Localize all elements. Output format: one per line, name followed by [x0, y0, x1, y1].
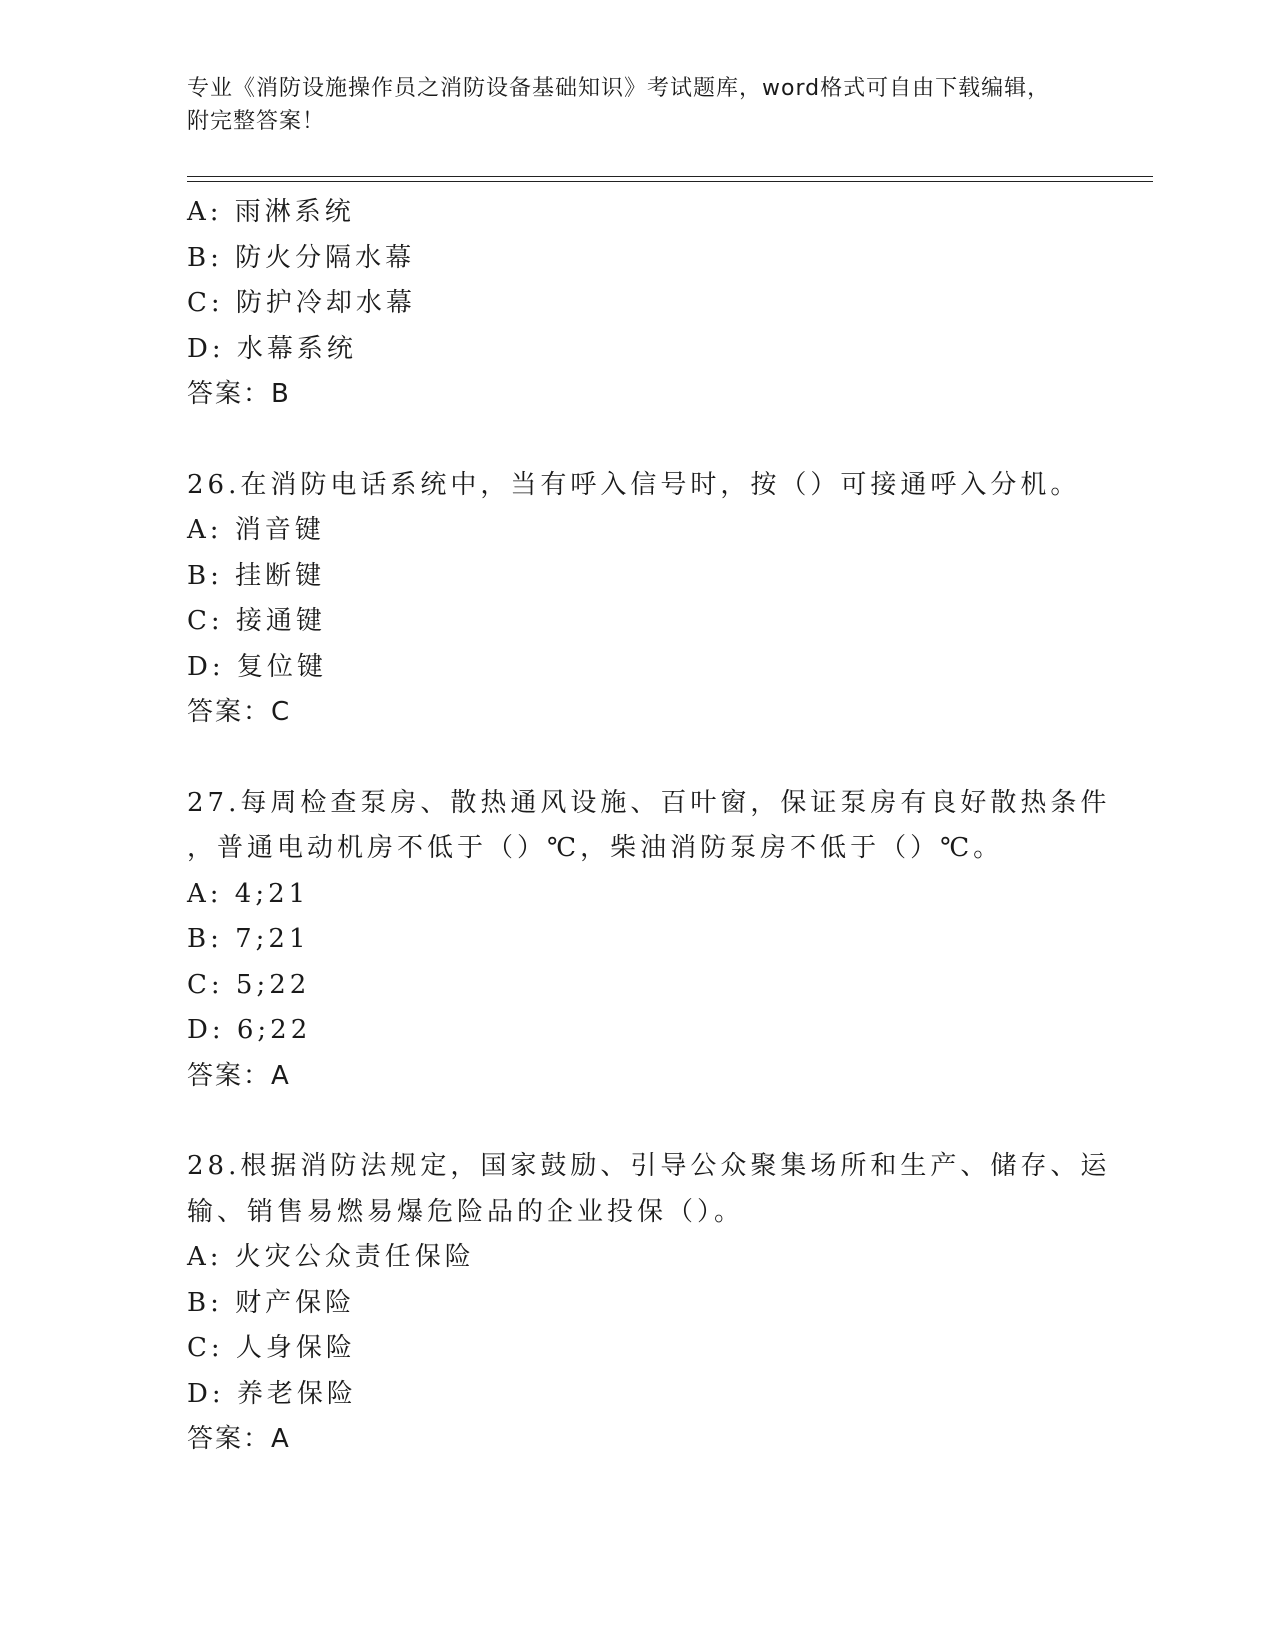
option-b: B: 财产保险 — [187, 1287, 356, 1318]
question-stem-continued: 输、销售易燃易爆危险品的企业投保（）。 — [187, 1196, 745, 1227]
answer-line: 答案：A — [187, 1424, 291, 1454]
option-d: D: 养老保险 — [187, 1378, 357, 1409]
option-a: A: 火灾公众责任保险 — [187, 1242, 475, 1272]
question-list — [187, 190, 1111, 1463]
option-d: D: 水幕系统 — [187, 333, 357, 364]
spacer — [187, 418, 1087, 463]
question-stem: 27.每周检查泵房、散热通风设施、百叶窗，保证泵房有良好散热条件 — [187, 787, 1111, 818]
answer-line: 答案：C — [187, 697, 292, 727]
option-b: B: 防火分隔水幕 — [187, 242, 416, 273]
option-a: A: 消音键 — [187, 515, 325, 545]
spacer — [187, 1099, 1087, 1144]
option-c: C: 接通键 — [187, 606, 326, 636]
question-28 — [187, 1144, 1111, 1463]
option-c: C: 人身保险 — [187, 1333, 356, 1363]
header-divider-bottom — [187, 181, 1153, 182]
question-stem: 28.根据消防法规定，国家鼓励、引导公众聚集场所和生产、储存、运 — [187, 1151, 1111, 1181]
question-25 — [187, 190, 1087, 418]
option-a: A: 4;21 — [187, 878, 310, 909]
option-d: D: 复位键 — [187, 651, 327, 682]
option-b: B: 挂断键 — [187, 560, 326, 591]
spacer — [187, 736, 1087, 781]
answer-line: 答案：A — [187, 1060, 291, 1091]
question-27 — [187, 781, 1111, 1100]
question-stem: 26.在消防电话系统中，当有呼入信号时，按（）可接通呼入分机。 — [187, 469, 1081, 500]
option-c: C: 5;22 — [187, 969, 311, 1000]
option-c: C: 防护冷却水幕 — [187, 288, 416, 318]
question-26 — [187, 463, 1087, 736]
document-header: 专业《消防设施操作员之消防设备基础知识》考试题库，word格式可自由下载编辑，附完整答案！ — [187, 76, 1051, 134]
option-b: B: 7;21 — [187, 924, 310, 954]
answer-line: 答案：B — [187, 379, 291, 409]
header-divider-top — [187, 176, 1153, 177]
option-a: A: 雨淋系统 — [187, 197, 355, 227]
question-stem-continued: ，普通电动机房不低于（）℃，柴油消防泵房不低于（）℃。 — [187, 833, 1004, 863]
option-d: D: 6;22 — [187, 1015, 312, 1045]
